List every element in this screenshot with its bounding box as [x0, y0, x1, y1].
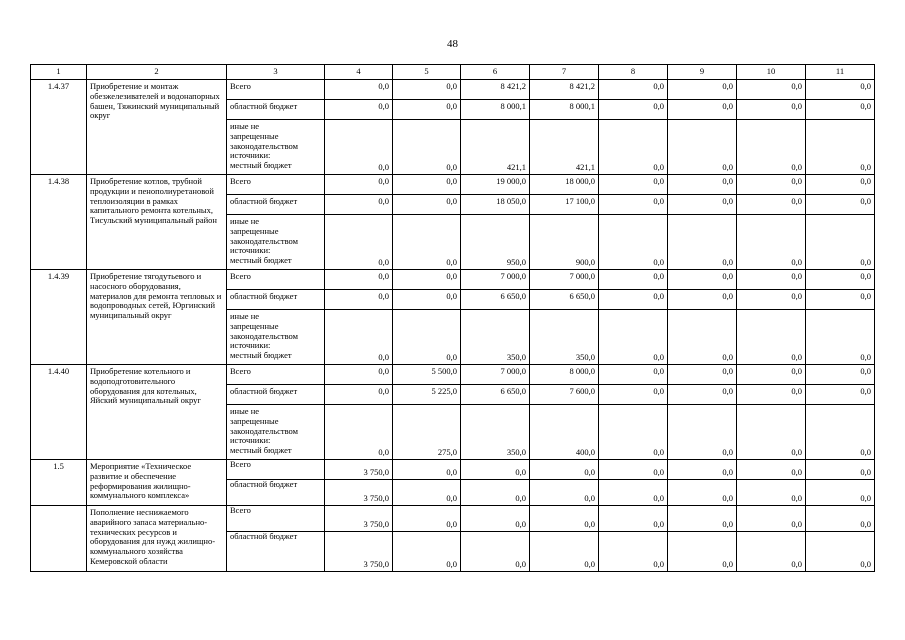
value-cell: 0,0 — [737, 195, 806, 215]
value-cell: 0,0 — [737, 480, 806, 506]
value-cell: 0,0 — [325, 385, 393, 405]
header-cell: 10 — [737, 65, 806, 80]
value-cell: 0,0 — [599, 270, 668, 290]
value-cell: 900,0 — [530, 215, 599, 270]
header-cell: 4 — [325, 65, 393, 80]
table-row — [31, 365, 875, 385]
source-label-line: иные не — [230, 121, 260, 131]
value-cell: 0,0 — [393, 195, 461, 215]
value-cell: 8 000,1 — [461, 100, 530, 120]
source-label: областной бюджет — [227, 385, 325, 405]
value-cell: 0,0 — [530, 506, 599, 532]
value-cell: 19 000,0 — [461, 175, 530, 195]
value-cell: 0,0 — [806, 195, 875, 215]
value-cell: 0,0 — [737, 100, 806, 120]
value-cell: 3 750,0 — [325, 532, 393, 572]
value-cell: 0,0 — [668, 365, 737, 385]
value-cell: 0,0 — [668, 195, 737, 215]
source-label-line: иные не — [230, 406, 260, 416]
row-name: Приобретение тягодутьевого и насосного оборудования, материалов для ремонта тепловых и водопроводных сетей, Юргинский муниципальный округ — [87, 270, 227, 365]
value-cell: 0,0 — [599, 175, 668, 195]
row-name: Приобретение котлов, трубной продукции и пенополиуретановой теплоизоляции в рамках капитального ремонта котельных, Тисульский муниципальный район — [87, 175, 227, 270]
source-label-line: источники: — [230, 150, 271, 161]
value-cell: 350,0 — [461, 405, 530, 460]
value-cell: 0,0 — [599, 365, 668, 385]
value-cell: 0,0 — [668, 532, 737, 572]
source-label: областной бюджет — [227, 290, 325, 310]
value-cell: 0,0 — [393, 270, 461, 290]
source-label-line: местный бюджет — [230, 350, 292, 361]
value-cell: 0,0 — [806, 270, 875, 290]
source-label: Всего — [227, 365, 325, 385]
source-label-line: местный бюджет — [230, 445, 292, 456]
value-cell: 0,0 — [393, 290, 461, 310]
value-cell: 0,0 — [325, 310, 393, 365]
value-cell: 0,0 — [806, 290, 875, 310]
value-cell: 0,0 — [599, 80, 668, 100]
value-cell: 0,0 — [530, 532, 599, 572]
source-label: Всего — [227, 80, 325, 100]
value-cell: 18 000,0 — [530, 175, 599, 195]
value-cell: 0,0 — [668, 80, 737, 100]
source-label-line: законодательством — [230, 235, 299, 246]
source-label-line: источники: — [230, 435, 271, 446]
value-cell: 0,0 — [599, 120, 668, 175]
value-cell: 0,0 — [668, 100, 737, 120]
row-code: 1.5 — [31, 460, 87, 506]
source-label-line: законодательством — [230, 330, 299, 341]
value-cell: 5 225,0 — [393, 385, 461, 405]
value-cell: 0,0 — [393, 480, 461, 506]
value-cell: 0,0 — [599, 290, 668, 310]
value-cell: 0,0 — [325, 405, 393, 460]
value-cell: 0,0 — [393, 506, 461, 532]
header-cell: 11 — [806, 65, 875, 80]
value-cell: 0,0 — [325, 100, 393, 120]
value-cell: 0,0 — [737, 80, 806, 100]
value-cell: 0,0 — [461, 480, 530, 506]
value-cell: 0,0 — [393, 100, 461, 120]
row-code: 1.4.37 — [31, 80, 87, 175]
value-cell: 0,0 — [530, 480, 599, 506]
value-cell: 0,0 — [461, 460, 530, 480]
value-cell: 0,0 — [806, 460, 875, 480]
value-cell: 0,0 — [599, 506, 668, 532]
value-cell: 0,0 — [806, 385, 875, 405]
value-cell: 7 000,0 — [461, 270, 530, 290]
source-label-line: местный бюджет — [230, 160, 292, 171]
value-cell: 0,0 — [668, 175, 737, 195]
value-cell: 0,0 — [737, 120, 806, 175]
header-cell: 3 — [227, 65, 325, 80]
row-name: Мероприятие «Техническое развитие и обеспечение реформирования жилищно-коммунального комплекса» — [87, 460, 227, 506]
header-row — [31, 65, 875, 80]
row-name: Пополнение неснижаемого аварийного запаса материально-технических ресурсов и оборудования для нужд жилищно-коммунального хозяйства Кемеровской области — [87, 506, 227, 572]
table-row — [31, 506, 875, 532]
value-cell: 0,0 — [737, 385, 806, 405]
value-cell: 0,0 — [393, 460, 461, 480]
source-label: Всего — [227, 460, 325, 480]
source-label-line: источники: — [230, 245, 271, 256]
value-cell: 0,0 — [530, 460, 599, 480]
value-cell: 0,0 — [737, 270, 806, 290]
source-label — [227, 310, 325, 365]
value-cell: 18 050,0 — [461, 195, 530, 215]
value-cell: 950,0 — [461, 215, 530, 270]
value-cell: 0,0 — [393, 310, 461, 365]
header-cell: 8 — [599, 65, 668, 80]
value-cell: 0,0 — [599, 385, 668, 405]
value-cell: 400,0 — [530, 405, 599, 460]
source-label-line: законодательством — [230, 140, 299, 151]
value-cell: 0,0 — [461, 506, 530, 532]
value-cell: 0,0 — [737, 310, 806, 365]
value-cell: 0,0 — [806, 80, 875, 100]
source-label-line: запрещенные — [230, 320, 279, 331]
value-cell: 0,0 — [737, 506, 806, 532]
value-cell: 0,0 — [599, 532, 668, 572]
value-cell: 421,1 — [530, 120, 599, 175]
value-cell: 0,0 — [737, 460, 806, 480]
source-label-line: иные не — [230, 311, 260, 321]
value-cell: 0,0 — [806, 405, 875, 460]
source-label — [227, 215, 325, 270]
value-cell: 6 650,0 — [461, 385, 530, 405]
source-label: Всего — [227, 506, 325, 532]
value-cell: 0,0 — [599, 310, 668, 365]
value-cell: 0,0 — [668, 480, 737, 506]
page-number: 48 — [447, 38, 458, 50]
source-label — [227, 120, 325, 175]
value-cell: 0,0 — [737, 365, 806, 385]
value-cell: 6 650,0 — [530, 290, 599, 310]
source-label-line: местный бюджет — [230, 255, 292, 266]
value-cell: 0,0 — [325, 290, 393, 310]
row-code: 1.4.40 — [31, 365, 87, 460]
value-cell: 5 500,0 — [393, 365, 461, 385]
value-cell: 0,0 — [668, 405, 737, 460]
value-cell: 8 000,0 — [530, 365, 599, 385]
value-cell: 0,0 — [668, 290, 737, 310]
value-cell: 0,0 — [599, 195, 668, 215]
value-cell: 7 000,0 — [530, 270, 599, 290]
value-cell: 421,1 — [461, 120, 530, 175]
value-cell: 0,0 — [599, 460, 668, 480]
value-cell: 0,0 — [393, 532, 461, 572]
value-cell: 0,0 — [599, 480, 668, 506]
value-cell: 0,0 — [325, 195, 393, 215]
source-label: Всего — [227, 270, 325, 290]
value-cell: 0,0 — [806, 532, 875, 572]
value-cell: 0,0 — [806, 310, 875, 365]
source-label: областной бюджет — [227, 480, 325, 506]
value-cell: 0,0 — [393, 215, 461, 270]
value-cell: 0,0 — [806, 480, 875, 506]
value-cell: 0,0 — [461, 532, 530, 572]
value-cell: 0,0 — [806, 365, 875, 385]
value-cell: 0,0 — [668, 215, 737, 270]
value-cell: 0,0 — [668, 385, 737, 405]
source-label: областной бюджет — [227, 532, 325, 572]
value-cell: 0,0 — [806, 120, 875, 175]
source-label — [227, 405, 325, 460]
value-cell: 0,0 — [599, 405, 668, 460]
value-cell: 0,0 — [393, 175, 461, 195]
value-cell: 350,0 — [461, 310, 530, 365]
header-cell: 7 — [530, 65, 599, 80]
value-cell: 0,0 — [737, 215, 806, 270]
table-row — [31, 175, 875, 195]
source-label-line: иные не — [230, 216, 260, 226]
value-cell: 0,0 — [668, 506, 737, 532]
value-cell: 0,0 — [393, 120, 461, 175]
row-name: Приобретение котельного и водоподготовительного оборудования для котельных, Яйский муниципальный округ — [87, 365, 227, 460]
source-label: Всего — [227, 175, 325, 195]
value-cell: 350,0 — [530, 310, 599, 365]
value-cell: 0,0 — [737, 290, 806, 310]
value-cell: 0,0 — [325, 175, 393, 195]
value-cell: 0,0 — [668, 310, 737, 365]
value-cell: 0,0 — [806, 100, 875, 120]
row-code: 1.4.39 — [31, 270, 87, 365]
row-code: 1.4.38 — [31, 175, 87, 270]
source-label-line: запрещенные — [230, 415, 279, 426]
source-label: областной бюджет — [227, 195, 325, 215]
row-code — [31, 506, 87, 572]
budget-table — [30, 64, 875, 572]
source-label-line: источники: — [230, 340, 271, 351]
value-cell: 0,0 — [806, 215, 875, 270]
value-cell: 0,0 — [668, 460, 737, 480]
value-cell: 0,0 — [599, 100, 668, 120]
value-cell: 0,0 — [325, 120, 393, 175]
value-cell: 7 000,0 — [461, 365, 530, 385]
value-cell: 0,0 — [806, 175, 875, 195]
value-cell: 0,0 — [325, 365, 393, 385]
value-cell: 0,0 — [668, 270, 737, 290]
value-cell: 0,0 — [325, 80, 393, 100]
table-row — [31, 460, 875, 480]
value-cell: 0,0 — [737, 405, 806, 460]
value-cell: 6 650,0 — [461, 290, 530, 310]
header-cell: 1 — [31, 65, 87, 80]
value-cell: 3 750,0 — [325, 480, 393, 506]
source-label-line: запрещенные — [230, 225, 279, 236]
table-row — [31, 270, 875, 290]
value-cell: 3 750,0 — [325, 460, 393, 480]
value-cell: 17 100,0 — [530, 195, 599, 215]
value-cell: 0,0 — [737, 175, 806, 195]
value-cell: 0,0 — [668, 120, 737, 175]
value-cell: 0,0 — [325, 270, 393, 290]
value-cell: 275,0 — [393, 405, 461, 460]
value-cell: 8 421,2 — [461, 80, 530, 100]
value-cell: 8 421,2 — [530, 80, 599, 100]
header-cell: 6 — [461, 65, 530, 80]
value-cell: 7 600,0 — [530, 385, 599, 405]
source-label-line: законодательством — [230, 425, 299, 436]
value-cell: 8 000,1 — [530, 100, 599, 120]
value-cell: 0,0 — [599, 215, 668, 270]
value-cell: 0,0 — [325, 215, 393, 270]
header-cell: 9 — [668, 65, 737, 80]
header-cell: 2 — [87, 65, 227, 80]
row-name: Приобретение и монтаж обезжелезивателей и водонапорных башен, Тяжинский муниципальный округ — [87, 80, 227, 175]
header-cell: 5 — [393, 65, 461, 80]
source-label-line: запрещенные — [230, 130, 279, 141]
value-cell: 0,0 — [806, 506, 875, 532]
value-cell: 3 750,0 — [325, 506, 393, 532]
table-row — [31, 80, 875, 100]
value-cell: 0,0 — [393, 80, 461, 100]
source-label: областной бюджет — [227, 100, 325, 120]
value-cell: 0,0 — [737, 532, 806, 572]
